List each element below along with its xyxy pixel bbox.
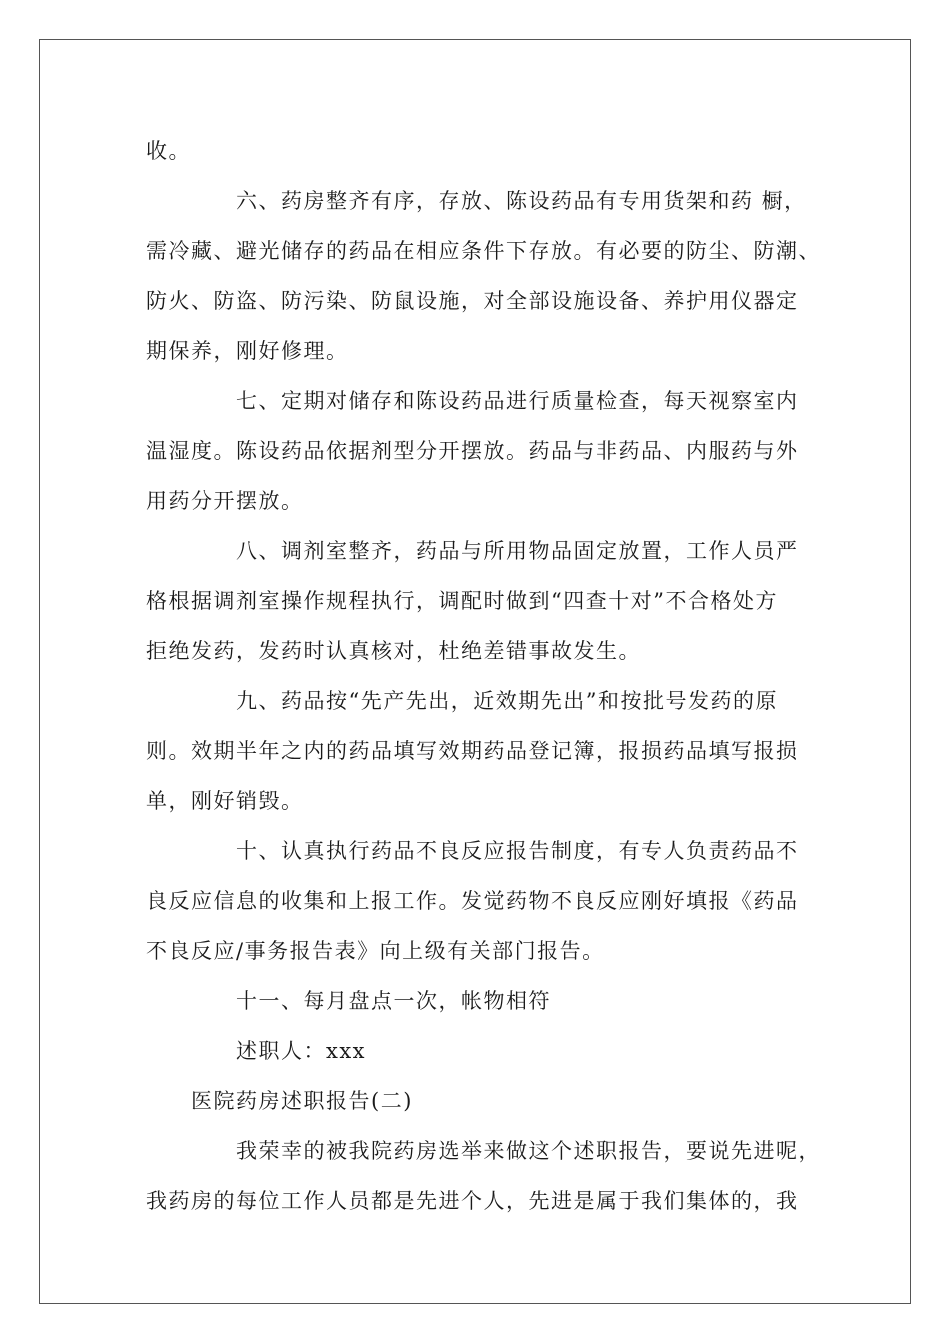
paragraph-10-line-1: 十、认真执行药品不良反应报告制度，有专人负责药品不 (236, 839, 799, 863)
paragraph-11-line-1: 十一、每月盘点一次，帐物相符 (236, 989, 551, 1013)
paragraph-10-line-2: 良反应信息的收集和上报工作。发觉药物不良反应刚好填报《药品 (146, 889, 799, 913)
paragraph-7-line-1: 七、定期对储存和陈设药品进行质量检查，每天视察室内 (236, 389, 799, 413)
paragraph-next-line-1: 我荣幸的被我院药房选举来做这个述职报告，要说先进呢， (236, 1139, 821, 1163)
paragraph-6-line-2: 需冷藏、避光储存的药品在相应条件下存放。有必要的防尘、防潮、 (146, 239, 821, 263)
paragraph-7-line-2: 温湿度。陈设药品依据剂型分开摆放。药品与非药品、内服药与外 (146, 439, 799, 463)
paragraph-7-line-3: 用药分开摆放。 (146, 489, 304, 513)
section-heading: 医院药房述职报告(二) (191, 1089, 413, 1113)
reporter-line: 述职人：xxx (236, 1039, 367, 1063)
paragraph-9-line-3: 单，刚好销毁。 (146, 789, 304, 813)
paragraph-8-line-2: 格根据调剂室操作规程执行，调配时做到“四查十对”不合格处方 (146, 589, 778, 613)
paragraph-6-line-4: 期保养，刚好修理。 (146, 339, 349, 363)
paragraph-8-line-3: 拒绝发药，发药时认真核对，杜绝差错事故发生。 (146, 639, 641, 663)
paragraph-6-line-1: 六、药房整齐有序，存放、陈设药品有专用货架和药 橱， (236, 189, 807, 213)
paragraph-next-line-2: 我药房的每位工作人员都是先进个人，先进是属于我们集体的，我 (146, 1189, 799, 1213)
paragraph-6-line-3: 防火、防盗、防污染、防鼠设施，对全部设施设备、养护用仪器定 (146, 289, 799, 313)
paragraph-9-line-2: 则。效期半年之内的药品填写效期药品登记簿，报损药品填写报损 (146, 739, 799, 763)
paragraph-10-line-3: 不良反应/事务报告表》向上级有关部门报告。 (146, 939, 605, 963)
page-border (39, 39, 911, 1304)
paragraph-8-line-1: 八、调剂室整齐，药品与所用物品固定放置，工作人员严 (236, 539, 799, 563)
paragraph-9-line-1: 九、药品按“先产先出，近效期先出”和按批号发药的原 (236, 689, 778, 713)
text-line-1: 收。 (146, 139, 191, 163)
